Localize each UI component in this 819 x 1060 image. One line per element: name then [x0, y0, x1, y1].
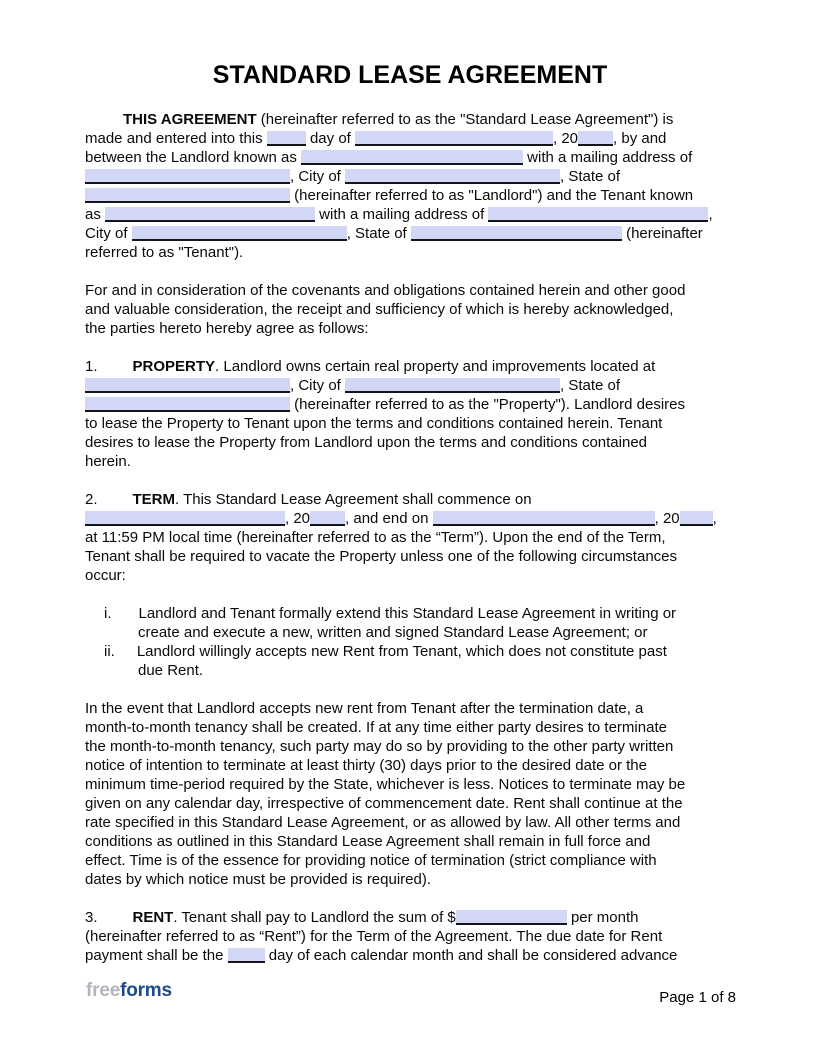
bold-text-run: RENT: [132, 909, 174, 926]
text-run: the month-to-month tenancy, such party may do so by providing to the other party written: [85, 738, 674, 755]
text-run: Landlord willingly accepts new Rent from Tenant, which does not constitute past: [136, 643, 667, 660]
text-line: [85, 737, 735, 756]
text-run: For and in consideration of the covenants and obligations contained herein and other good: [85, 282, 686, 299]
text-line: [85, 547, 735, 566]
text-run: , 20: [654, 510, 680, 527]
text-run: , State of: [560, 377, 621, 394]
text-line: [85, 148, 735, 167]
form-blank-field[interactable]: [228, 948, 265, 963]
text-run: (hereinafter: [621, 225, 703, 242]
text-run: and valuable consideration, the receipt and sufficiency of which is hereby acknowledged,: [85, 301, 674, 318]
form-blank-field[interactable]: [85, 511, 285, 526]
form-blank-field[interactable]: [267, 131, 306, 146]
consideration-clause: [85, 281, 735, 338]
text-run: 2.: [85, 491, 98, 508]
text-run: (hereinafter referred to as “Rent”) for the Term of the Agreement. The due date for Rent: [85, 928, 663, 945]
form-blank-field[interactable]: [456, 910, 567, 925]
text-line: [85, 813, 735, 832]
form-blank-field[interactable]: [105, 207, 315, 222]
form-blank-field[interactable]: [85, 188, 290, 203]
text-line: [85, 908, 735, 927]
text-run: i.: [104, 605, 112, 622]
bold-text-run: TERM: [132, 491, 176, 508]
text-line: [85, 794, 735, 813]
text-run: Tenant shall be required to vacate the Property unless one of the following circumstances: [85, 548, 678, 565]
text-line: [85, 433, 735, 452]
text-run: made and entered into this: [85, 130, 267, 147]
text-line: [85, 946, 735, 965]
text-run: between the Landlord known as: [85, 149, 301, 166]
form-blank-field[interactable]: [680, 511, 713, 526]
form-blank-field[interactable]: [345, 378, 560, 393]
form-blank-field[interactable]: [310, 511, 345, 526]
bold-text-run: PROPERTY: [132, 358, 216, 375]
text-run: , City of: [290, 377, 346, 394]
logo-forms-text: forms: [120, 980, 172, 1001]
text-line: [85, 756, 735, 775]
document-body: [85, 110, 735, 965]
form-blank-field[interactable]: [132, 226, 347, 241]
text-line: [85, 281, 735, 300]
text-line: [85, 319, 735, 338]
text-run: rate specified in this Standard Lease Agreement, or as allowed by law. All other terms and: [85, 814, 681, 831]
text-line: [85, 205, 735, 224]
text-line: [85, 528, 735, 547]
intro-clause: [85, 110, 735, 262]
text-run: In the event that Landlord accepts new rent from Tenant after the termination date, a: [85, 700, 644, 717]
text-run: minimum time-period required by the State, whichever is less. Notices to terminate may be: [85, 776, 686, 793]
text-run: , by and: [613, 130, 667, 147]
text-line: [85, 642, 735, 661]
form-blank-field[interactable]: [85, 378, 290, 393]
text-line: [85, 357, 735, 376]
text-line: [85, 699, 735, 718]
text-run: given on any calendar day, irrespective of commencement date. Rent shall continue at the: [85, 795, 683, 812]
text-line: [85, 509, 735, 528]
text-run: day of each calendar month and shall be considered advance: [264, 947, 678, 964]
text-run: Landlord and Tenant formally extend this Standard Lease Agreement in writing or: [138, 605, 677, 622]
text-run: due Rent.: [138, 662, 204, 679]
text-run: 1.: [85, 358, 98, 375]
logo-free-text: free: [86, 980, 121, 1001]
page-number: Page 1 of 8: [659, 989, 736, 1006]
text-run: , and end on: [345, 510, 433, 527]
form-blank-field[interactable]: [578, 131, 613, 146]
text-run: (hereinafter referred to as the "Property"). Landlord desires: [290, 396, 686, 413]
text-run: create and execute a new, written and signed Standard Lease Agreement; or: [138, 624, 648, 641]
form-blank-field[interactable]: [411, 226, 622, 241]
text-line: [85, 623, 735, 642]
form-blank-field[interactable]: [355, 131, 553, 146]
text-run: with a mailing address of: [522, 149, 693, 166]
text-run: as: [85, 206, 106, 223]
text-line: [85, 927, 735, 946]
text-run: at 11:59 PM local time (hereinafter referred to as the “Term”). Upon the end of the Term,: [85, 529, 666, 546]
text-run: day of: [305, 130, 355, 147]
text-run: (hereinafter referred to as "Landlord") and the Tenant known: [290, 187, 694, 204]
text-run: , State of: [560, 168, 621, 185]
text-line: [85, 186, 735, 205]
text-run: City of: [85, 225, 132, 242]
text-line: [85, 718, 735, 737]
text-run: dates by which notice must be provided is required).: [85, 871, 432, 888]
document-content: [85, 63, 735, 984]
document-title: STANDARD LEASE AGREEMENT: [212, 61, 608, 89]
text-run: . Landlord owns certain real property and improvements located at: [215, 358, 656, 375]
section-1-property: [85, 357, 735, 471]
text-line: [85, 851, 735, 870]
text-line: [85, 395, 735, 414]
text-line: [85, 243, 735, 262]
text-line: [85, 775, 735, 794]
text-line: [85, 300, 735, 319]
month-to-month-clause: [85, 699, 735, 889]
form-blank-field[interactable]: [85, 169, 290, 184]
text-run: , City of: [290, 168, 346, 185]
text-line: [85, 604, 735, 623]
form-blank-field[interactable]: [301, 150, 523, 165]
text-run: referred to as "Tenant").: [85, 244, 244, 261]
text-run: 3.: [85, 909, 98, 926]
form-blank-field[interactable]: [433, 511, 655, 526]
text-run: . This Standard Lease Agreement shall commence on: [175, 491, 532, 508]
text-run: ,: [712, 510, 717, 527]
term-circumstances-list: [85, 604, 735, 680]
text-line: [85, 167, 735, 186]
text-line: [85, 832, 735, 851]
text-line: [85, 452, 735, 471]
text-line: [85, 376, 735, 395]
text-line: [85, 490, 735, 509]
text-line: [85, 129, 735, 148]
text-line: [85, 224, 735, 243]
text-run: payment shall be the: [85, 947, 228, 964]
text-line: [85, 661, 735, 680]
text-run: the parties hereto hereby agree as follows:: [85, 320, 369, 337]
text-run: effect. Time is of the essence for providing notice of termination (strict compliance with: [85, 852, 657, 869]
text-run: , 20: [285, 510, 311, 527]
text-run: . Tenant shall pay to Landlord the sum of $: [173, 909, 456, 926]
section-3-rent: [85, 908, 735, 965]
text-line: [85, 110, 735, 129]
section-2-term: [85, 490, 735, 585]
text-run: herein.: [85, 453, 131, 470]
text-run: ii.: [104, 643, 115, 660]
text-run: per month: [566, 909, 639, 926]
form-blank-field[interactable]: [85, 397, 290, 412]
text-line: [85, 566, 735, 585]
text-line: [85, 870, 735, 889]
form-blank-field[interactable]: [488, 207, 708, 222]
text-run: (hereinafter referred to as the "Standard Lease Agreement") is: [256, 111, 674, 128]
freeforms-logo: [86, 981, 172, 1001]
text-run: month-to-month tenancy shall be created. If at any time either party desires to terminate: [85, 719, 667, 736]
text-run: occur:: [85, 567, 126, 584]
text-run: desires to lease the Property from Landlord upon the terms and conditions contained: [85, 434, 648, 451]
bold-text-run: THIS AGREEMENT: [123, 111, 257, 128]
text-run: to lease the Property to Tenant upon the terms and conditions contained herein. Tenant: [85, 415, 663, 432]
form-blank-field[interactable]: [345, 169, 560, 184]
text-run: ,: [708, 206, 713, 223]
text-run: with a mailing address of: [315, 206, 489, 223]
text-run: , State of: [346, 225, 411, 242]
text-run: , 20: [553, 130, 579, 147]
text-run: conditions as outlined in this Standard Lease Agreement shall remain in full force and: [85, 833, 651, 850]
text-line: [85, 414, 735, 433]
text-run: notice of intention to terminate at least thirty (30) days prior to the desired date or the: [85, 757, 647, 774]
